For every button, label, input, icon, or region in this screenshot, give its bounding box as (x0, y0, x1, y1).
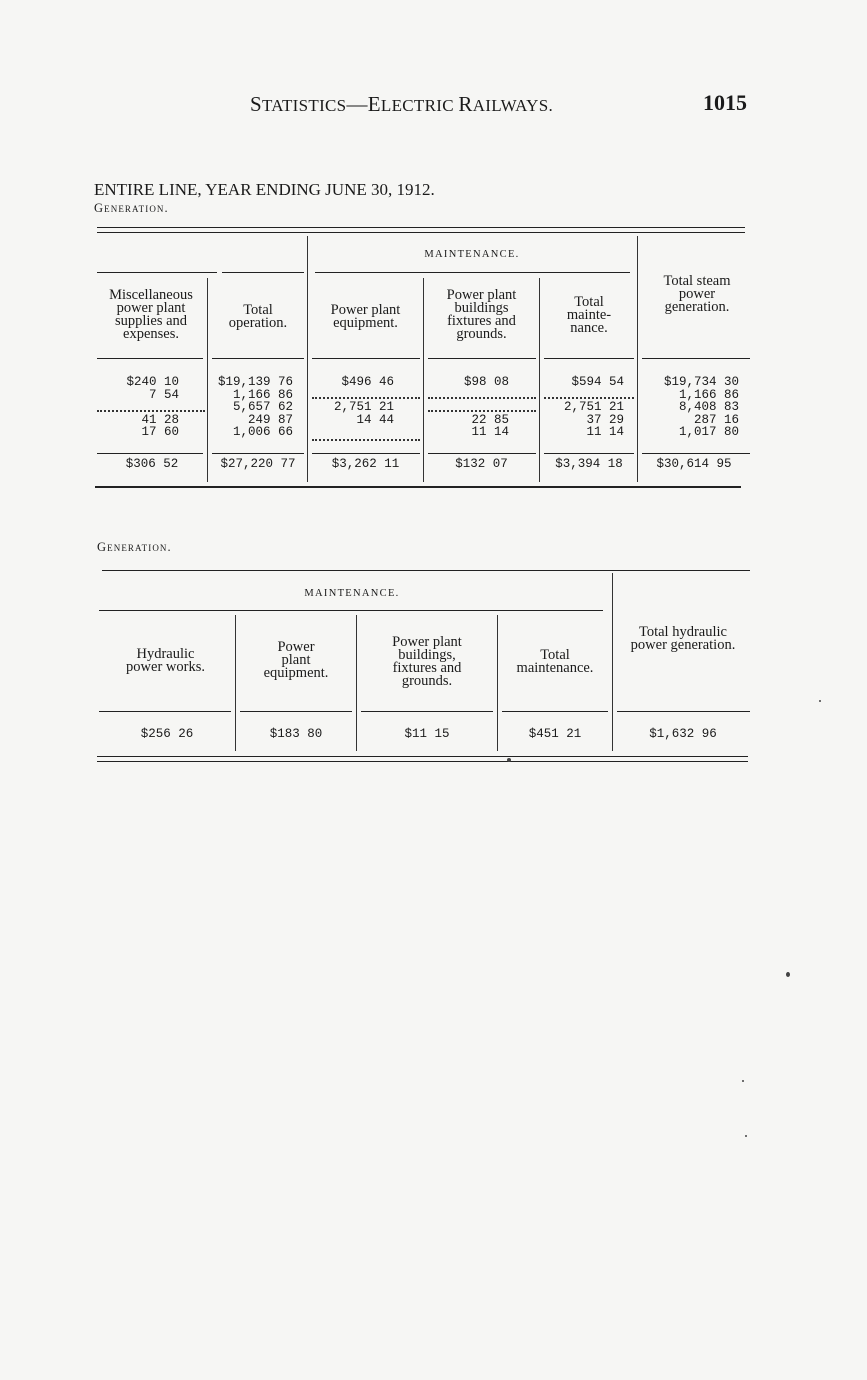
leader-dots (544, 397, 634, 399)
value-hydraulic-works: $256 26 (140, 727, 194, 741)
scan-speck (507, 758, 511, 762)
scan-speck (742, 1080, 744, 1082)
column-header-total-hydraulic: Total hydraulic power generation. (630, 624, 736, 653)
data-column-total-operation: $19,139 76 1,166 86 5,657 62 249 87 1,006 66 (217, 375, 293, 439)
value-total-maintenance: $451 21 (528, 727, 582, 741)
page-number: 1015 (703, 90, 747, 115)
total-maintenance: $3,394 18 (555, 457, 623, 471)
leader-dots (312, 439, 420, 441)
column-header-hydraulic-works: Hydraulic power works. (126, 646, 205, 675)
column-header-total-steam: Total steam power generation. (663, 273, 731, 315)
leader-dots (97, 410, 205, 412)
leader-dots (428, 397, 536, 399)
column-header-total-operation: Total operation. (228, 302, 288, 331)
value-buildings-fixtures: $11 15 (404, 727, 450, 741)
hydraulic-section-subtitle: Generation. (97, 540, 172, 554)
column-header-total-maintenance: Total maintenance. (516, 647, 594, 676)
column-header-buildings-fixtures: Power plant buildings fixtures and grounds. (446, 287, 517, 342)
column-header-power-plant-equipment: Power plant equipment. (263, 639, 329, 681)
value-power-plant-equipment: $183 80 (269, 727, 323, 741)
maintenance-group-header: MAINTENANCE. (304, 588, 400, 599)
scan-speck (786, 972, 790, 977)
total-power-plant-equipment: $3,262 11 (331, 457, 400, 471)
data-column-power-plant-equipment: $496 46 2,751 21 14 44 (333, 375, 394, 427)
total-buildings-fixtures: $132 07 (455, 457, 508, 471)
leader-dots (312, 397, 420, 399)
column-header-misc: Miscellaneous power plant supplies and expenses. (109, 287, 193, 342)
column-header-total-maintenance: Total mainte- nance. (566, 294, 612, 336)
section-title: ENTIRE LINE, YEAR ENDING JUNE 30, 1912. (94, 180, 435, 199)
data-column-misc: $240 10 7 54 41 28 17 60 (126, 375, 179, 439)
total-operation: $27,220 77 (220, 457, 296, 471)
total-misc: $306 52 (125, 457, 179, 471)
data-column-total-maintenance: $594 54 2,751 21 37 29 11 14 (563, 375, 624, 439)
leader-dots (428, 410, 536, 412)
column-header-power-plant-equipment: Power plant equipment. (330, 302, 401, 331)
scan-speck (819, 700, 821, 702)
scan-speck (745, 1135, 747, 1137)
data-column-total-steam: $19,734 30 1,166 86 8,408 83 287 16 1,017 80 (663, 375, 739, 439)
data-column-buildings-fixtures: $98 08 22 85 11 14 (463, 375, 509, 439)
running-header: STATISTICS—ELECTRIC RAILWAYS. (250, 92, 554, 116)
column-header-buildings-fixtures: Power plant buildings, fixtures and grounds. (392, 634, 462, 689)
value-total-hydraulic: $1,632 96 (649, 727, 717, 741)
maintenance-group-header: MAINTENANCE. (424, 249, 520, 260)
total-steam-generation: $30,614 95 (656, 457, 732, 471)
section-subtitle: Generation. (94, 201, 169, 215)
